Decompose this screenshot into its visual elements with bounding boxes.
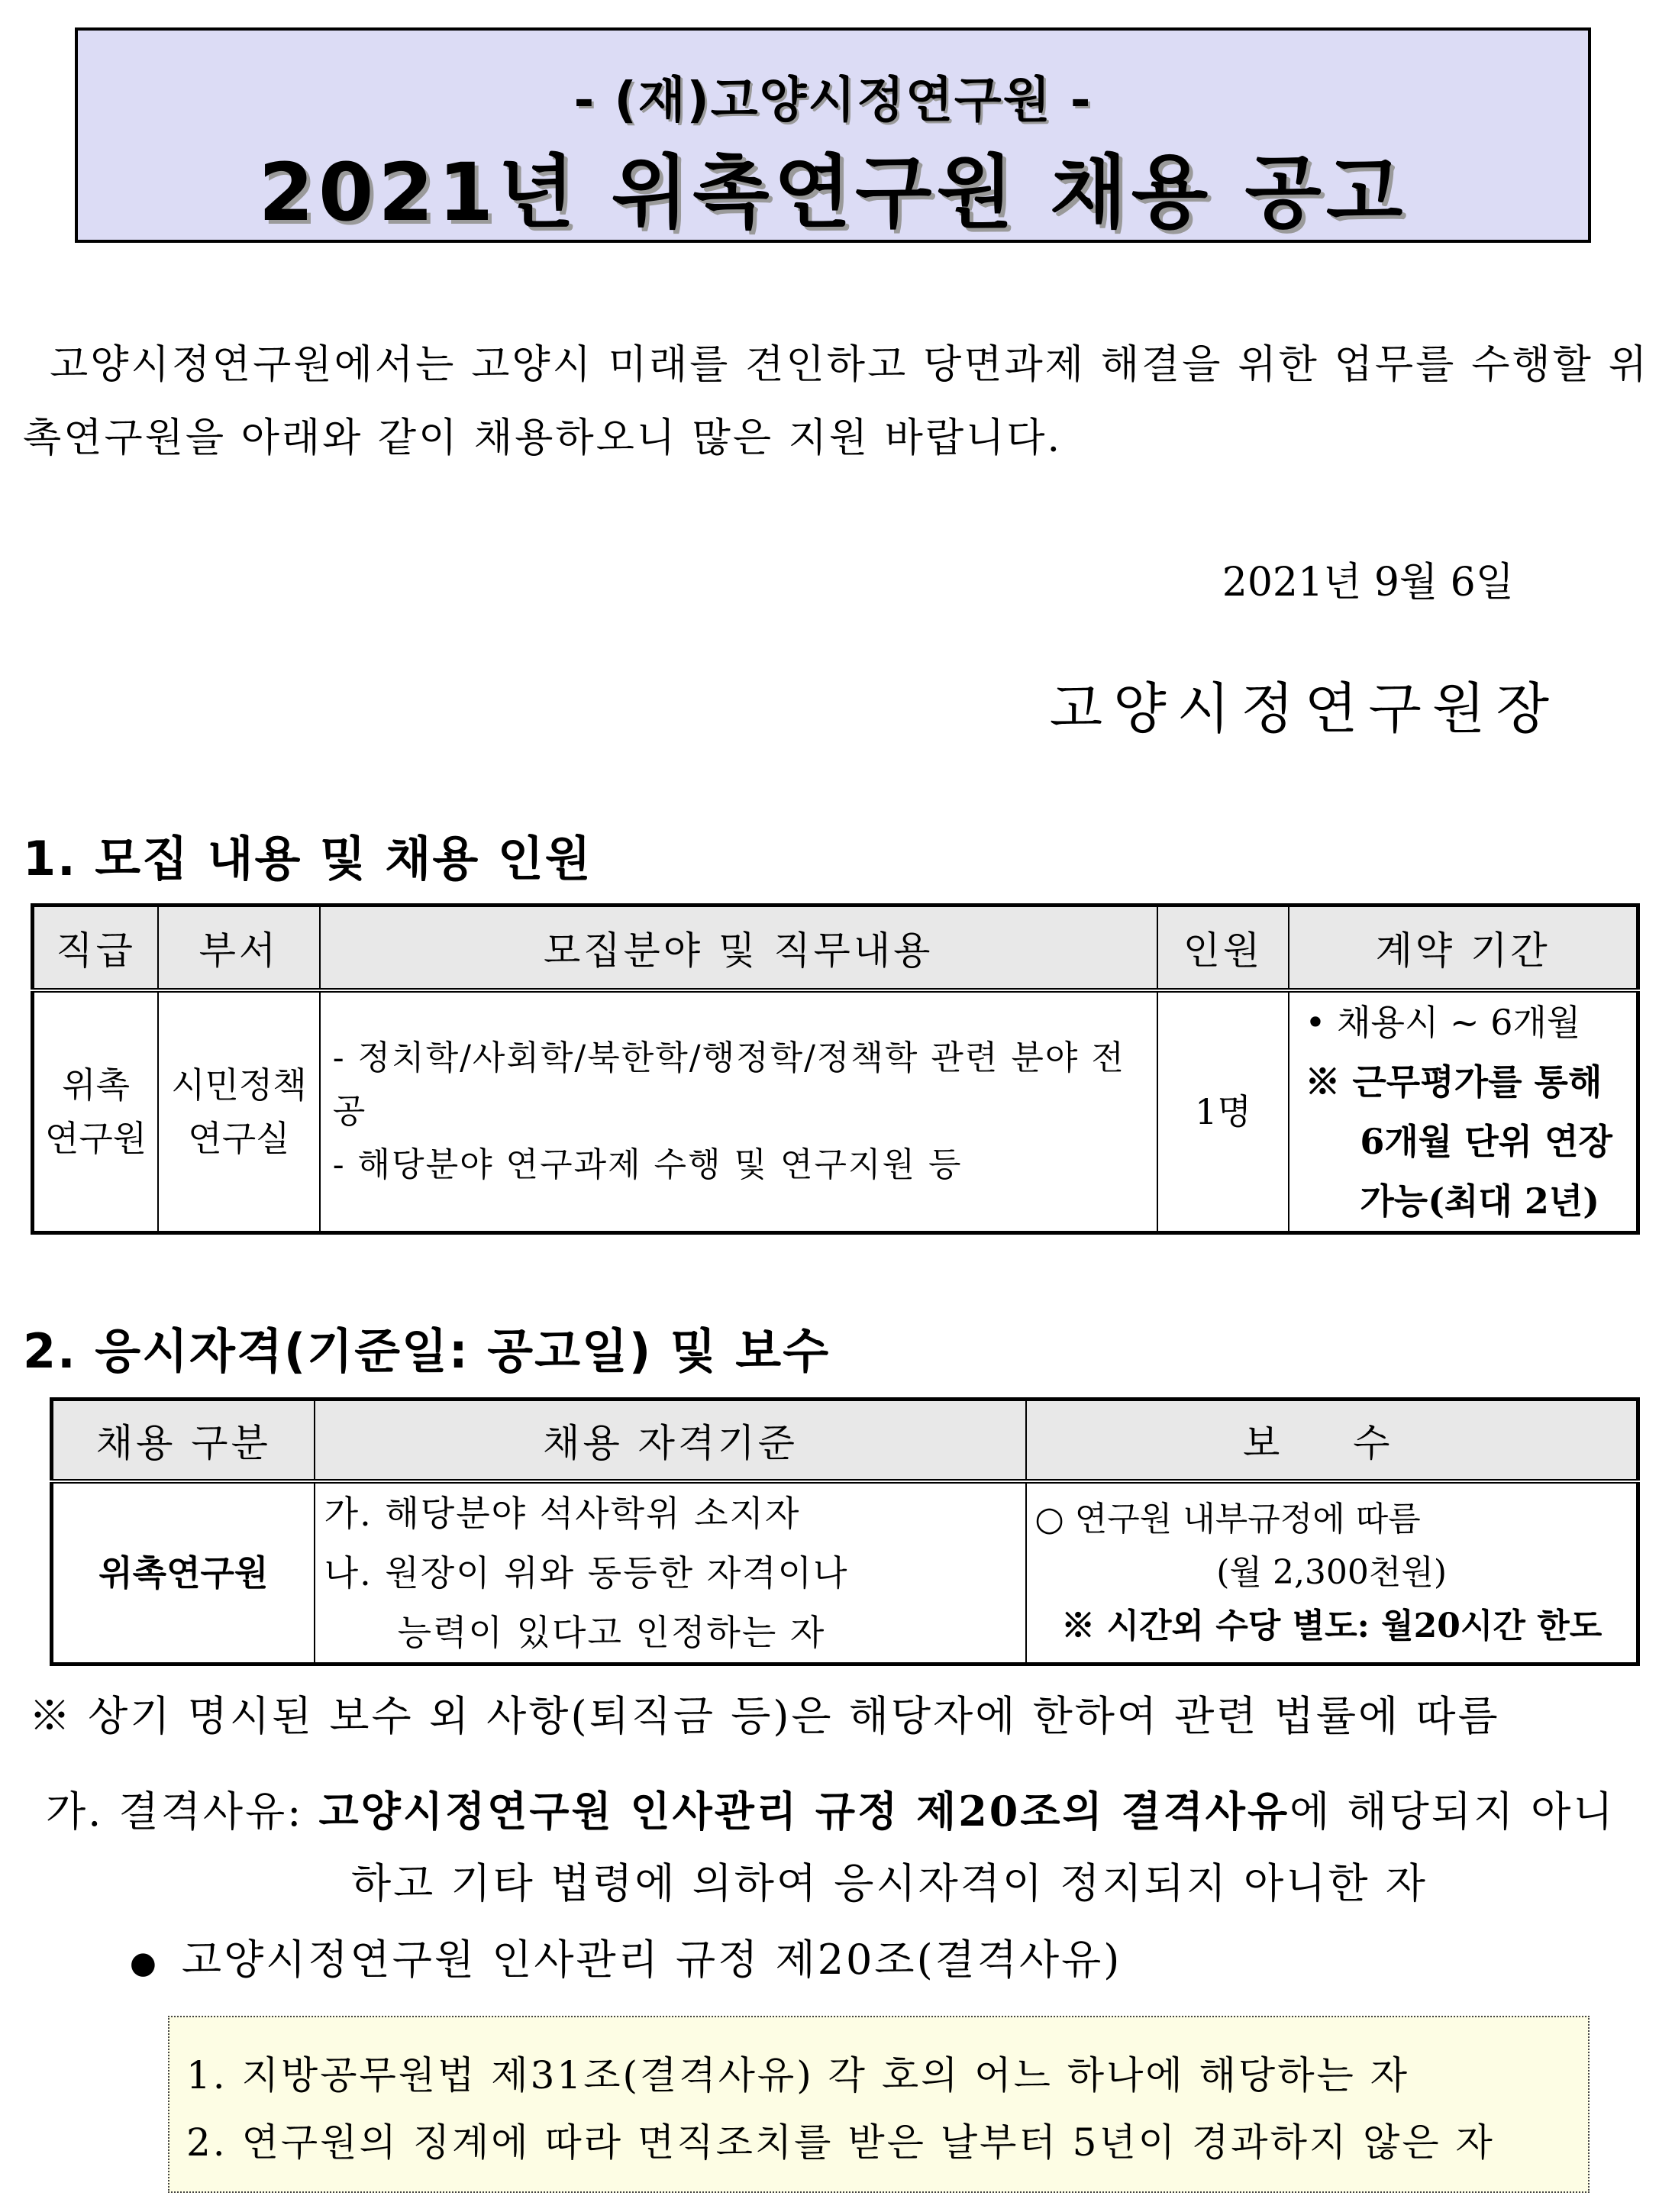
table-row [33,990,1638,1233]
qualification-line: 능력이 있다고 인정하는 자 [397,1612,826,1653]
col-header-type: 채용 구분 [52,1400,315,1482]
pay-line: ※ 시간외 수당 별도: 월20시간 한도 [1061,1607,1603,1645]
cell-count: 1명 [1157,990,1289,1233]
cell-dept [158,990,320,1233]
rank-line: 연구원 [44,1118,147,1159]
col-header-qualification: 채용 자격기준 [315,1400,1027,1482]
notice-title: 2021년 위촉연구원 채용 공고 [258,146,1408,239]
period-line: • 채용시 ~ 6개월 [1305,1002,1581,1043]
disqualification-line-2: 하고 기타 법령에 의하여 응시자격이 정지되지 아니한 자 [351,1859,1428,1907]
qualification-line: 나. 원장이 위와 동등한 자격이나 [324,1552,849,1594]
issuer-name: 고양시정연구원장 [1049,677,1560,741]
dept-line: 연구실 [188,1118,290,1159]
cell-qualification [315,1481,1027,1665]
pay-line: (월 2,300천원) [1216,1553,1448,1592]
intro-paragraph: 고양시정연구원에서는 고양시 미래를 견인하고 당면과제 해결을 위한 업무를 수행할 위촉연구원을 아래와 같이 채용하오니 많은 지원 바랍니다. [23,342,1649,461]
col-header-rank: 직급 [33,906,159,991]
rank-line: 위촉 [62,1064,131,1106]
cell-duty [320,990,1157,1233]
table-header-row [52,1400,1638,1482]
section-1-title: 1. 모집 내용 및 채용 인원 [23,831,592,886]
org-title: - (재)고양시정연구원 - [573,73,1093,129]
disqualification-rest: 에 해당되지 아니 [1289,1787,1615,1836]
period-line: 가능(최대 2년) [1360,1180,1600,1222]
title-box [75,27,1591,243]
disqualification-line [46,1779,1615,1838]
pay-line: ○ 연구원 내부규정에 따름 [1034,1500,1421,1539]
col-header-duty: 모집분야 및 직무내용 [320,906,1157,991]
rule-box [168,2016,1590,2193]
period-line: 6개월 단위 연장 [1360,1121,1612,1162]
recruitment-table [31,903,1640,1235]
cell-type: 위촉연구원 [52,1481,315,1665]
duty-line: - 해당분야 연구과제 수행 및 연구지원 등 [332,1145,963,1184]
col-header-pay: 보 수 [1026,1400,1638,1482]
dept-line: 시민정책 [171,1064,307,1106]
rule-reference [130,1927,1122,1986]
duty-line: - 정치학/사회학/북한학/행정학/정책학 관련 분야 전공 [332,1038,1125,1131]
col-header-count: 인원 [1157,906,1289,991]
list-item: 1. 지방공무원법 제31조(결격사유) 각 호의 어느 하나에 해당하는 자 [186,2053,1409,2097]
col-header-period: 계약 기간 [1289,906,1638,991]
disqualification-rule: 고양시정연구원 인사관리 규정 제20조의 결격사유 [318,1787,1290,1836]
cell-pay [1026,1481,1638,1665]
col-header-dept: 부서 [158,906,320,991]
table-header-row [33,906,1638,991]
bullet-icon: ● [130,1946,159,1981]
pay-note: ※ 상기 명시된 보수 외 사항(퇴직금 등)은 해당자에 한하여 관련 법률에 따름 [29,1692,1500,1740]
qualification-line: 가. 해당분야 석사학위 소지자 [324,1493,801,1534]
notice-date: 2021년 9월 6일 [1222,560,1514,605]
qualification-table [50,1397,1640,1666]
cell-rank [33,990,159,1233]
period-line: ※ 근무평가를 통해 [1305,1061,1603,1103]
cell-period [1289,990,1638,1233]
disqualification-label: 가. 결격사유: [46,1787,319,1836]
table-row [52,1481,1638,1665]
list-item: 2. 연구원의 징계에 따라 면직조치를 받은 날부터 5년이 경과하지 않은 자 [186,2120,1495,2165]
rule-reference-text: 고양시정연구원 인사관리 규정 제20조(결격사유) [181,1936,1122,1984]
section-2-title: 2. 응시자격(기준일: 공고일) 및 보수 [23,1323,831,1379]
